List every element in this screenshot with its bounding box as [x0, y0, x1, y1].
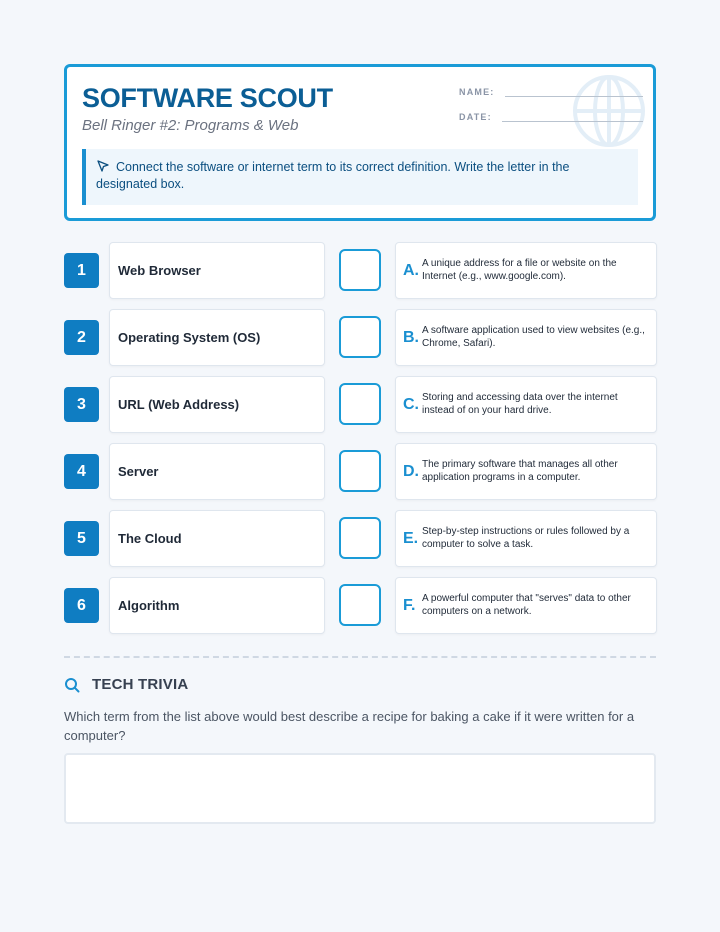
term-card: Algorithm	[109, 577, 325, 634]
row-number: 4	[64, 454, 99, 489]
match-row-5	[0, 510, 720, 568]
definition-text: A unique address for a file or website on the Internet (e.g., www.google.com).	[422, 258, 617, 282]
term-card: Server	[109, 443, 325, 500]
definition-text: Step-by-step instructions or rules followed by a computer to solve a task.	[422, 526, 630, 550]
match-row-1	[0, 242, 720, 300]
page-subtitle: Bell Ringer #2: Programs & Web	[82, 117, 299, 134]
answer-box[interactable]	[339, 584, 381, 626]
definition-text: Storing and accessing data over the internet instead of on your hard drive.	[422, 392, 618, 416]
name-field[interactable]	[505, 89, 643, 97]
date-label: DATE:	[459, 112, 492, 122]
term-card: Web Browser	[109, 242, 325, 299]
definition-letter: A.	[403, 261, 419, 279]
term-card: Operating System (OS)	[109, 309, 325, 366]
definition-text: A powerful computer that "serves" data to other computers on a network.	[422, 593, 631, 617]
row-number: 3	[64, 387, 99, 422]
term-card: The Cloud	[109, 510, 325, 567]
trivia-question: Which term from the list above would best describe a recipe for baking a cake if it were written for a computer?	[64, 709, 635, 743]
match-row-3	[0, 376, 720, 434]
definition-text: A software application used to view websites (e.g., Chrome, Safari).	[422, 325, 645, 349]
definition-card	[395, 510, 657, 567]
match-row-2	[0, 309, 720, 367]
definition-text: The primary software that manages all other application programs in a computer.	[422, 459, 618, 483]
instructions-text: Connect the software or internet term to its correct definition. Write the letter in the designated box.	[96, 160, 570, 191]
match-row-4	[0, 443, 720, 501]
section-divider	[64, 656, 656, 658]
row-number: 1	[64, 253, 99, 288]
search-icon	[64, 677, 80, 693]
definition-card	[395, 577, 657, 634]
match-row-6	[0, 577, 720, 635]
definition-card	[395, 242, 657, 299]
date-field[interactable]	[502, 114, 643, 122]
header-card	[64, 64, 656, 221]
definition-letter: B.	[403, 328, 419, 346]
globe-icon	[569, 71, 649, 151]
trivia-answer-area[interactable]	[64, 753, 656, 824]
definition-letter: C.	[403, 395, 419, 413]
row-number: 5	[64, 521, 99, 556]
definition-letter: D.	[403, 462, 419, 480]
definition-letter: E.	[403, 529, 419, 547]
date-row	[459, 112, 643, 122]
term-card: URL (Web Address)	[109, 376, 325, 433]
answer-box[interactable]	[339, 383, 381, 425]
trivia-header	[64, 676, 188, 693]
name-row	[459, 87, 643, 97]
answer-box[interactable]	[339, 249, 381, 291]
answer-box[interactable]	[339, 517, 381, 559]
definition-letter: F.	[403, 596, 416, 614]
page-title: SOFTWARE SCOUT	[82, 83, 333, 113]
cursor-icon	[96, 159, 110, 173]
answer-box[interactable]	[339, 316, 381, 358]
definition-card	[395, 309, 657, 366]
definition-card	[395, 443, 657, 500]
row-number: 2	[64, 320, 99, 355]
row-number: 6	[64, 588, 99, 623]
answer-box[interactable]	[339, 450, 381, 492]
trivia-title: TECH TRIVIA	[92, 676, 189, 693]
instructions-box	[82, 149, 638, 205]
definition-card	[395, 376, 657, 433]
name-label: NAME:	[459, 87, 495, 97]
